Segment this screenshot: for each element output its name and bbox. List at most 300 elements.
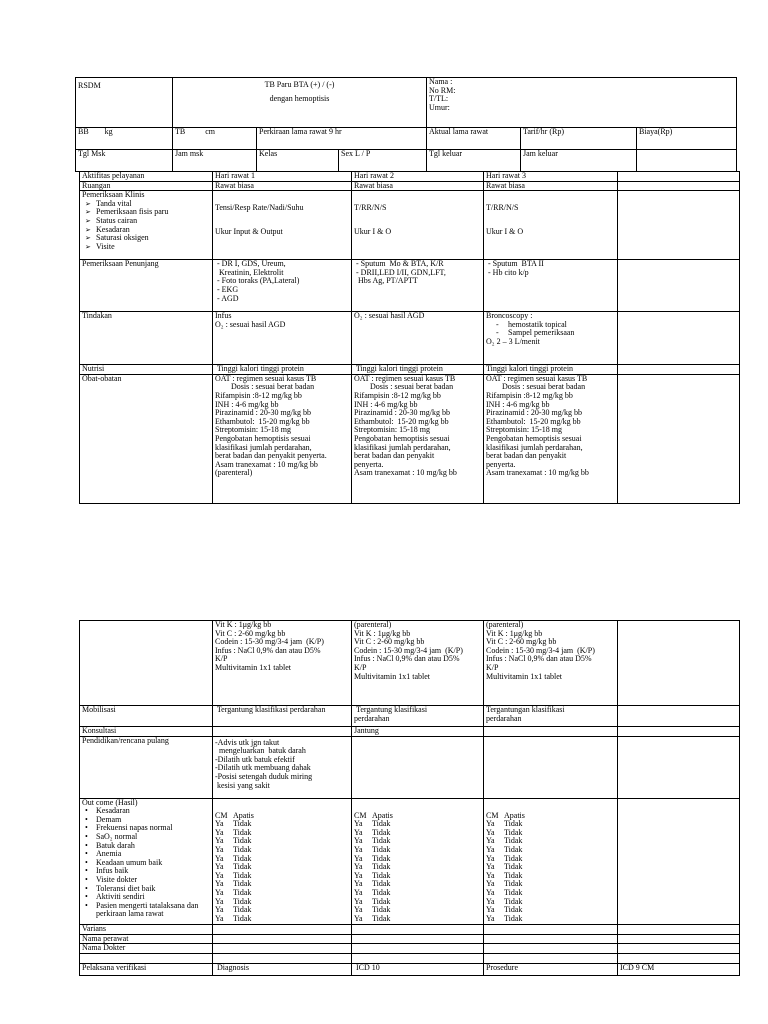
estimated-stay: Perkiraan lama rawat 9 hr bbox=[257, 128, 427, 150]
bronchoscopy-list bbox=[486, 321, 615, 338]
cell-line: Codein : 15-30 mg/3-4 jam (K/P) bbox=[215, 637, 324, 647]
choice-option[interactable]: Ya bbox=[354, 836, 363, 846]
outcome-choice-row[interactable] bbox=[354, 915, 481, 924]
cell-line: Broncoscopy : bbox=[486, 311, 533, 321]
outcome-day-1 bbox=[213, 798, 352, 924]
choice-option[interactable]: Ya bbox=[486, 905, 495, 915]
patient-rm-field[interactable]: No RM: bbox=[429, 85, 456, 95]
list-item: - hemostatik topical bbox=[508, 321, 615, 330]
cell bbox=[484, 312, 618, 365]
day-3-header: Hari rawat 3 bbox=[484, 172, 618, 182]
cell-line: - DRII,LED I/II, GDN,LFT, bbox=[354, 267, 446, 277]
empty-cell bbox=[618, 374, 740, 503]
empty-cell bbox=[618, 191, 740, 260]
cell-line: Ukur I & O bbox=[354, 226, 392, 236]
outcome-day-2 bbox=[352, 798, 484, 924]
cell-line: Infus bbox=[215, 311, 232, 321]
list-item: ➢ Pemeriksaan fisis paru bbox=[96, 208, 210, 217]
title-line-2: dengan hemoptisis bbox=[269, 94, 330, 103]
cell-line: Streptomisin: 15-18 mg bbox=[486, 425, 562, 435]
row-label: Nama Dokter bbox=[80, 944, 213, 954]
cell-line: klasifikasi jumlah perdarahan, bbox=[215, 442, 312, 452]
list-item: • Anemia bbox=[96, 850, 210, 859]
list-item: • Frekuensi napas normal bbox=[96, 824, 210, 833]
cell: Jantung bbox=[352, 727, 484, 737]
choice-option[interactable]: Ya bbox=[215, 870, 224, 880]
cell-line: T/RR/N/S bbox=[486, 203, 519, 213]
cell-line: - Foto toraks (PA,Lateral) bbox=[215, 276, 300, 286]
cell-line: Tergantung klasifikasi bbox=[354, 705, 428, 714]
cell bbox=[352, 706, 484, 727]
icd10-field[interactable]: ICD 10 bbox=[352, 964, 484, 976]
cell-line: Vit K : 1μg/kg bb bbox=[215, 620, 272, 629]
cell-line: - AGD bbox=[215, 293, 239, 303]
choice-option[interactable]: Tidak bbox=[233, 913, 252, 923]
choice-option[interactable]: Tidak bbox=[233, 827, 252, 837]
list-item: • Keadaan umum baik bbox=[96, 859, 210, 868]
cell-line: Vit C : 2-60 mg/kg bb bbox=[354, 637, 425, 647]
choice-option[interactable]: Tidak bbox=[504, 905, 523, 915]
education-cell bbox=[213, 736, 352, 798]
empty-cell bbox=[213, 727, 352, 737]
title-line-1: TB Paru BTA (+) / (-) bbox=[264, 80, 335, 89]
cell-line: K/P bbox=[486, 662, 499, 672]
bb-field[interactable]: BB kg bbox=[76, 128, 173, 150]
cell-line: -Posisi setengah duduk miring bbox=[215, 771, 313, 781]
medication-day-3 bbox=[484, 374, 618, 503]
cell-line: Asam tranexamat : 10 mg/kg bb bbox=[215, 459, 318, 469]
choice-option[interactable]: Ya bbox=[215, 913, 224, 923]
cell-line: -Dilatih utk batuk efektif bbox=[215, 754, 295, 764]
sex-field[interactable]: Sex L / P bbox=[339, 150, 427, 172]
outcome-list bbox=[82, 807, 210, 919]
choice-option[interactable]: Tidak bbox=[504, 819, 523, 829]
row-label: Nutrisi bbox=[80, 365, 213, 375]
cell-line: Asam tranexamat : 10 mg/kg bb bbox=[354, 468, 457, 478]
cell-line: Pengobatan hemoptisis sesuai bbox=[486, 433, 582, 443]
cell-line: INH : 4-6 mg/kg bb bbox=[354, 399, 418, 409]
row-label: Konsultasi bbox=[80, 727, 213, 737]
cell-line: O₂ : sesuai hasil AGD bbox=[215, 319, 286, 329]
choice-option[interactable]: Tidak bbox=[504, 827, 523, 837]
choice-option[interactable]: Tidak bbox=[233, 870, 252, 880]
cell-line: O₂ : sesuai hasil AGD bbox=[354, 311, 425, 321]
choice-option[interactable]: Tidak bbox=[504, 836, 523, 846]
choice-option[interactable]: Ya bbox=[486, 913, 495, 923]
cell-line: O₂ 2 – 3 L/menit bbox=[486, 336, 540, 346]
outcome-choice-row[interactable] bbox=[215, 915, 349, 924]
choice-option[interactable]: Ya bbox=[215, 887, 224, 897]
cell bbox=[352, 191, 484, 260]
cell-line: OAT : regimen sesuai kasus TB bbox=[354, 374, 456, 383]
empty-cell bbox=[618, 260, 740, 312]
choice-option[interactable]: Tidak bbox=[372, 879, 391, 889]
choice-option[interactable]: Ya bbox=[215, 819, 224, 829]
choice-option[interactable]: Ya bbox=[354, 844, 363, 854]
cell-line: - Hb cito k/p bbox=[486, 267, 529, 277]
empty-cell[interactable] bbox=[352, 934, 484, 944]
empty-cell bbox=[618, 954, 740, 964]
list-item: • Batuk darah bbox=[96, 842, 210, 851]
empty-cell[interactable] bbox=[618, 944, 740, 954]
cell-line: Hbs Ag, PT/APTT bbox=[354, 276, 418, 286]
care-plan-table-1 bbox=[79, 171, 740, 504]
cell-line: penyerta. bbox=[486, 459, 516, 469]
empty-cell bbox=[618, 736, 740, 798]
empty-cell bbox=[80, 954, 213, 964]
choice-option[interactable]: Ya bbox=[486, 844, 495, 854]
clinical-exam-list bbox=[82, 200, 210, 252]
cell: Tergantung klasifikasi perdarahan bbox=[213, 706, 352, 727]
empty-cell bbox=[618, 706, 740, 727]
cell-line: Dosis : sesuai berat badan bbox=[486, 382, 586, 392]
cell-line: Pirazinamid : 20-30 mg/kg bb bbox=[215, 408, 311, 418]
choice-option[interactable]: Tidak bbox=[372, 836, 391, 846]
cell-line: -Advis utk jgn takut bbox=[215, 737, 280, 747]
choice-option[interactable]: Ya bbox=[354, 905, 363, 915]
empty-cell bbox=[80, 621, 213, 706]
cell bbox=[213, 312, 352, 365]
cell-line: Infus : NaCl 0,9% dan atau D5% bbox=[215, 645, 321, 655]
cell-line: OAT : regimen sesuai kasus TB bbox=[215, 374, 317, 383]
cell bbox=[352, 260, 484, 312]
cell-line: Pengobatan hemoptisis sesuai bbox=[215, 433, 311, 443]
choice-option[interactable]: Tidak bbox=[504, 913, 523, 923]
choice-option[interactable]: Ya bbox=[486, 870, 495, 880]
cell-line: Rifampisin :8-12 mg/kg bb bbox=[486, 390, 573, 400]
outcome-rows bbox=[486, 812, 615, 924]
cell-line: berat badan dan penyakit bbox=[486, 451, 567, 461]
row-label: Aktifitas pelayanan bbox=[80, 172, 213, 182]
cell-line: Rifampisin :8-12 mg/kg bb bbox=[354, 390, 441, 400]
cell-line: penyerta. bbox=[354, 459, 384, 469]
empty-cell bbox=[618, 924, 740, 934]
row-label: Nama perawat bbox=[80, 934, 213, 944]
cell-line: Ethambutol: 15-20 mg/kg bb bbox=[354, 416, 449, 426]
empty-cell[interactable] bbox=[352, 944, 484, 954]
icd9-field[interactable]: ICD 9 CM bbox=[618, 964, 740, 976]
actual-stay[interactable]: Aktual lama rawat bbox=[427, 128, 521, 150]
choice-option[interactable]: Tidak bbox=[504, 887, 523, 897]
choice-option[interactable]: Tidak bbox=[504, 879, 523, 889]
list-item: • Visite dokter bbox=[96, 876, 210, 885]
choice-option[interactable]: Tidak bbox=[372, 887, 391, 897]
cell-line: perdarahan bbox=[486, 713, 522, 723]
list-item: • Infus baik bbox=[96, 867, 210, 876]
cell-line: Dosis : sesuai berat badan bbox=[354, 382, 454, 392]
choice-option[interactable]: Tidak bbox=[233, 819, 252, 829]
list-item: • Demam bbox=[96, 816, 210, 825]
row-label: Mobilisasi bbox=[80, 706, 213, 727]
outcome-choice-row[interactable] bbox=[486, 915, 615, 924]
choice-option[interactable]: Tidak bbox=[233, 887, 252, 897]
list-item: • SaO₂ normal bbox=[96, 833, 210, 842]
choice-option[interactable]: Ya bbox=[354, 853, 363, 863]
pathway-title bbox=[173, 78, 427, 128]
choice-option[interactable]: Apatis bbox=[233, 810, 254, 820]
cell-line: - Sputum Mo & BTA, K/R bbox=[354, 259, 444, 269]
cell-line: Ukur Input & Output bbox=[215, 226, 283, 236]
cell-line: Vit C : 2-60 mg/kg bb bbox=[486, 637, 557, 647]
choice-option[interactable]: Tidak bbox=[372, 896, 391, 906]
cell-line: Rifampisin :8-12 mg/kg bb bbox=[215, 390, 302, 400]
choice-option[interactable]: Tidak bbox=[372, 819, 391, 829]
empty-cell bbox=[352, 736, 484, 798]
cell-line: Infus : NaCl 0,9% dan atau D5% bbox=[486, 654, 592, 664]
care-plan-table-2 bbox=[79, 620, 740, 976]
discharge-date[interactable]: Tgl keluar bbox=[427, 150, 521, 172]
cell-line: Ethambutol: 15-20 mg/kg bb bbox=[486, 416, 581, 426]
row-label: Out come (Hasil) bbox=[82, 798, 138, 807]
cell bbox=[213, 191, 352, 260]
choice-option[interactable]: Tidak bbox=[372, 870, 391, 880]
choice-option[interactable]: Ya bbox=[486, 836, 495, 846]
cell-line: Codein : 15-30 mg/3-4 jam (K/P) bbox=[486, 645, 595, 655]
cell-line: Kreatinin, Elektrolit bbox=[215, 267, 284, 277]
row-label: Obat-obatan bbox=[80, 374, 213, 503]
discharge-time[interactable]: Jam keluar bbox=[521, 150, 637, 172]
medication-day-2 bbox=[352, 374, 484, 503]
empty-cell[interactable] bbox=[618, 934, 740, 944]
choice-option[interactable]: Tidak bbox=[233, 853, 252, 863]
choice-option[interactable]: Tidak bbox=[372, 905, 391, 915]
choice-option[interactable]: Ya bbox=[354, 870, 363, 880]
patient-identity bbox=[427, 78, 737, 128]
cell-line: Pirazinamid : 20-30 mg/kg bb bbox=[354, 408, 450, 418]
choice-option[interactable]: Tidak bbox=[504, 844, 523, 854]
list-item: • Toleransi diet baik bbox=[96, 885, 210, 894]
cell: Tinggi kalori tinggi protein bbox=[213, 365, 352, 375]
patient-ttl-field[interactable]: T/TL: bbox=[429, 94, 449, 104]
admission-date[interactable]: Tgl Msk bbox=[76, 150, 173, 172]
row-label: Pendidikan/rencana pulang bbox=[80, 736, 213, 798]
cell-line: Tergantungan klasifikasi bbox=[486, 705, 565, 714]
choice-option[interactable]: Tidak bbox=[372, 862, 391, 872]
empty-cell bbox=[352, 924, 484, 934]
choice-option[interactable]: Ya bbox=[215, 862, 224, 872]
cell-line: Asam tranexamat : 10 mg/kg bb bbox=[486, 468, 589, 478]
cell-line: Pirazinamid : 20-30 mg/kg bb bbox=[486, 408, 582, 418]
cell: Rawat biasa bbox=[352, 181, 484, 191]
tb-field[interactable]: TB cm bbox=[173, 128, 257, 150]
choice-option[interactable]: Tidak bbox=[233, 862, 252, 872]
outcome-day-3 bbox=[484, 798, 618, 924]
cell-line: Multivitamin 1x1 tablet bbox=[215, 662, 291, 672]
cell bbox=[484, 191, 618, 260]
cell-line: berat badan dan penyakit penyerta. bbox=[215, 451, 327, 461]
cell bbox=[352, 312, 484, 365]
choice-option[interactable]: Tidak bbox=[372, 827, 391, 837]
choice-option[interactable]: Tidak bbox=[372, 913, 391, 923]
choice-option[interactable]: Tidak bbox=[233, 879, 252, 889]
choice-option[interactable]: Tidak bbox=[233, 844, 252, 854]
cell-line: klasifikasi jumlah perdarahan, bbox=[354, 442, 451, 452]
cell-line: Vit K : 1μg/kg bb bbox=[486, 628, 543, 638]
cell bbox=[484, 260, 618, 312]
day-1-header: Hari rawat 1 bbox=[213, 172, 352, 182]
empty-cell bbox=[618, 181, 740, 191]
list-item: • Kesadaran bbox=[96, 807, 210, 816]
cell-line: Tensi/Resp Rate/Nadi/Suhu bbox=[215, 203, 304, 213]
choice-option[interactable]: Ya bbox=[215, 896, 224, 906]
cell: Rawat biasa bbox=[484, 181, 618, 191]
empty-cell bbox=[618, 172, 740, 182]
list-item: • Pasien mengerti tatalaksana dan perkiraan lama rawat bbox=[96, 902, 210, 919]
choice-option[interactable]: Tidak bbox=[233, 905, 252, 915]
list-item: ➢ Visite bbox=[96, 243, 210, 252]
list-item: ➢ Tanda vital bbox=[96, 200, 210, 209]
choice-option[interactable]: Ya bbox=[215, 905, 224, 915]
choice-option[interactable]: CM bbox=[354, 810, 367, 820]
daily-rate[interactable]: Tarif/hr (Rp) bbox=[521, 128, 637, 150]
choice-option[interactable]: Ya bbox=[215, 827, 224, 837]
list-item: ➢ Kesadaran bbox=[96, 226, 210, 235]
day-2-header: Hari rawat 2 bbox=[352, 172, 484, 182]
choice-option[interactable]: Ya bbox=[215, 879, 224, 889]
choice-option[interactable]: Tidak bbox=[504, 853, 523, 863]
empty-cell bbox=[484, 736, 618, 798]
choice-option[interactable]: Ya bbox=[354, 819, 363, 829]
cell-line: (parenteral) bbox=[215, 468, 253, 478]
cell-line: Infus : NaCl 0,9% dan atau D5% bbox=[354, 654, 460, 664]
cell-line: perdarahan bbox=[354, 713, 390, 723]
empty-cell bbox=[618, 621, 740, 706]
row-label: Varians bbox=[80, 924, 213, 934]
class-field[interactable]: Kelas bbox=[257, 150, 339, 172]
cell-line: INH : 4-6 mg/kg bb bbox=[486, 399, 550, 409]
cell-line: - EKG bbox=[215, 284, 239, 294]
cell bbox=[213, 260, 352, 312]
choice-option[interactable]: Ya bbox=[354, 862, 363, 872]
admission-time[interactable]: Jam msk bbox=[173, 150, 257, 172]
choice-option[interactable]: Ya bbox=[354, 913, 363, 923]
list-item: • Aktiviti sendiri bbox=[96, 893, 210, 902]
row-label: Ruangan bbox=[80, 181, 213, 191]
cell: Rawat biasa bbox=[213, 181, 352, 191]
diagnosis-field[interactable]: Diagnosis bbox=[213, 964, 352, 976]
choice-option[interactable]: Ya bbox=[354, 827, 363, 837]
cell-line: - DR I, GDS, Ureum, bbox=[215, 259, 286, 269]
cell-line: berat badan dan penyakit bbox=[354, 451, 435, 461]
patient-name-field[interactable]: Nama : bbox=[429, 77, 453, 86]
empty-cell bbox=[484, 727, 618, 737]
empty-cell[interactable] bbox=[213, 944, 352, 954]
choice-option[interactable]: Tidak bbox=[504, 896, 523, 906]
empty-cell bbox=[484, 924, 618, 934]
empty-cell[interactable] bbox=[484, 944, 618, 954]
cell-line: T/RR/N/S bbox=[354, 203, 387, 213]
choice-option[interactable]: Ya bbox=[354, 896, 363, 906]
choice-option[interactable]: CM bbox=[215, 810, 228, 820]
clinical-exam-cell bbox=[80, 191, 213, 260]
cell-line: klasifikasi jumlah perdarahan, bbox=[486, 442, 583, 452]
choice-option[interactable]: Ya bbox=[486, 819, 495, 829]
empty-cell bbox=[484, 954, 618, 964]
choice-option[interactable]: Ya bbox=[215, 836, 224, 846]
cell-line: Ukur I & O bbox=[486, 226, 524, 236]
choice-option[interactable]: Ya bbox=[486, 879, 495, 889]
cell-line: K/P bbox=[215, 654, 228, 664]
choice-option[interactable]: Ya bbox=[486, 853, 495, 863]
choice-option[interactable]: Ya bbox=[215, 844, 224, 854]
choice-option[interactable]: Tidak bbox=[233, 836, 252, 846]
choice-option[interactable]: CM bbox=[486, 810, 499, 820]
cell-line: INH : 4-6 mg/kg bb bbox=[215, 399, 279, 409]
row-label: Pelaksana verifikasi bbox=[80, 964, 213, 976]
cell-line: Streptomisin: 15-18 mg bbox=[354, 425, 430, 435]
choice-option[interactable]: Tidak bbox=[372, 853, 391, 863]
cell-line: OAT : regimen sesuai kasus TB bbox=[486, 374, 588, 383]
choice-option[interactable]: Ya bbox=[486, 862, 495, 872]
choice-option[interactable]: Tidak bbox=[372, 844, 391, 854]
list-item: ➢ Status cairan bbox=[96, 217, 210, 226]
choice-option[interactable]: Ya bbox=[215, 853, 224, 863]
medication-cont-day-3 bbox=[484, 621, 618, 706]
cell-line: kesisi yang sakit bbox=[215, 780, 270, 790]
row-label: Tindakan bbox=[80, 312, 213, 365]
empty-cell bbox=[352, 954, 484, 964]
header-empty-cell bbox=[637, 150, 737, 172]
empty-cell bbox=[618, 365, 740, 375]
cell-line: (parenteral) bbox=[354, 620, 392, 629]
empty-cell bbox=[618, 798, 740, 924]
choice-option[interactable]: Tidak bbox=[504, 870, 523, 880]
cell-line: Streptomisin: 15-18 mg bbox=[215, 425, 291, 435]
patient-age-field[interactable]: Umur: bbox=[429, 102, 450, 112]
cell-line: K/P bbox=[354, 662, 367, 672]
cell-line: - Sputum BTA II bbox=[486, 259, 544, 269]
choice-option[interactable]: Tidak bbox=[233, 896, 252, 906]
list-item: - Sampel pemeriksaan bbox=[508, 329, 615, 338]
choice-option[interactable]: Apatis bbox=[372, 810, 393, 820]
row-label: Pemeriksaan Penunjang bbox=[80, 260, 213, 312]
choice-option[interactable]: Ya bbox=[354, 879, 363, 889]
cell-line: Multivitamin 1x1 tablet bbox=[486, 671, 562, 681]
choice-option[interactable]: Ya bbox=[486, 887, 495, 897]
cell bbox=[484, 706, 618, 727]
medication-cont-day-1 bbox=[213, 621, 352, 706]
cell-line: Pengobatan hemoptisis sesuai bbox=[354, 433, 450, 443]
empty-cell[interactable] bbox=[213, 934, 352, 944]
medication-day-1 bbox=[213, 374, 352, 503]
cell: Tinggi kalori tinggi protein bbox=[484, 365, 618, 375]
choice-option[interactable]: Tidak bbox=[504, 862, 523, 872]
cell-line: Vit K : 1μg/kg bb bbox=[354, 628, 411, 638]
cell-line: Codein : 15-30 mg/3-4 jam (K/P) bbox=[354, 645, 463, 655]
cell-line: Multivitamin 1x1 tablet bbox=[354, 671, 430, 681]
choice-option[interactable]: Ya bbox=[354, 887, 363, 897]
outcome-rows bbox=[354, 812, 481, 924]
procedure-field[interactable]: Prosedure bbox=[484, 964, 618, 976]
medication-cont-day-2 bbox=[352, 621, 484, 706]
empty-cell bbox=[618, 727, 740, 737]
header-table bbox=[75, 77, 737, 172]
empty-cell bbox=[213, 924, 352, 934]
cell-line: Ethambutol: 15-20 mg/kg bb bbox=[215, 416, 310, 426]
cell: Tinggi kalori tinggi protein bbox=[352, 365, 484, 375]
choice-option[interactable]: Ya bbox=[486, 827, 495, 837]
outcome-rows bbox=[215, 812, 349, 924]
cell-line: mengeluarkan batuk darah bbox=[215, 746, 306, 756]
list-item: ➢ Saturasi oksigen bbox=[96, 234, 210, 243]
total-cost[interactable]: Biaya(Rp) bbox=[637, 128, 737, 150]
choice-option[interactable]: Ya bbox=[486, 896, 495, 906]
cell-line: Vit C : 2-60 mg/kg bb bbox=[215, 628, 286, 638]
row-label: Pemeriksaan Klinis bbox=[82, 190, 145, 200]
choice-option[interactable]: Apatis bbox=[504, 810, 525, 820]
cell-line: -Dilatih utk membuang dahak bbox=[215, 763, 311, 773]
empty-cell[interactable] bbox=[484, 934, 618, 944]
